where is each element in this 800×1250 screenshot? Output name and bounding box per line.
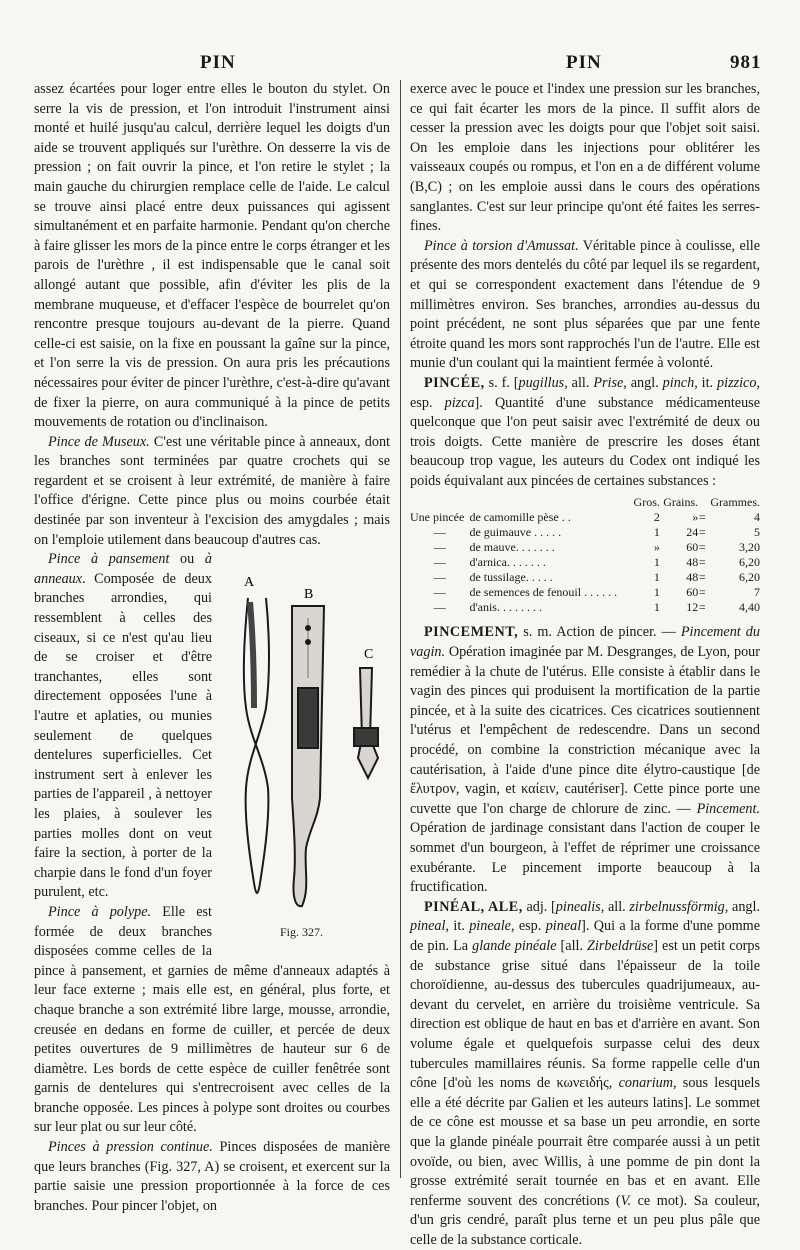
row-item: de tussilage. . . . . bbox=[469, 570, 553, 585]
row-lead: — bbox=[433, 555, 446, 570]
figure-label-b: B bbox=[304, 587, 314, 603]
row-item: de mauve. . . . . . . bbox=[469, 540, 555, 555]
headword-pincee: PINCÉE, bbox=[424, 374, 485, 391]
term-pince-polype: Pince à polype. bbox=[48, 903, 152, 920]
term-anneaux: à anneaux bbox=[34, 551, 212, 587]
table-header-row bbox=[410, 495, 760, 510]
row-grammes: 6,20 bbox=[739, 555, 760, 570]
lang-label: , angl. bbox=[724, 898, 760, 915]
entry-text: [all. bbox=[556, 937, 588, 954]
row-item: d'anis. . . . . . . . bbox=[469, 600, 542, 615]
headword-pincement: PINCEMENT, bbox=[424, 624, 519, 641]
row-grains: 12 bbox=[686, 600, 699, 615]
paragraph-pince-pression bbox=[34, 1138, 390, 1216]
paragraph-text: Elle est formée de deux branches disposées comme celles de la pince à pansement, et garnies de même d'anneaux adaptés à leur face externe ; mais elle est, en général, plus forte, et chaque branche a son extrémité libre large, mousse, arrondie, creusée en dedans en forme de cuiller, et percée de deux petites ouvertures de 9 millimètres de hauteur sur 6 de diamètre. Les bords de cette espèce de cuiller fenêtrée sont garnis de dentelures qui s'entrecroisent avec celles de la branche opposée. Les pinces à polype sont droites ou courbes sur leur plat ou sur leur côté. bbox=[34, 903, 390, 1136]
grammar: adj. [ bbox=[522, 898, 556, 915]
row-grammes: 3,20 bbox=[739, 540, 760, 555]
table-row bbox=[410, 570, 760, 585]
row-item: de semences de fenouil . . . . . . bbox=[469, 585, 618, 600]
grammar: s. f. [ bbox=[484, 374, 519, 391]
term-pince-museux: Pince de Museux. bbox=[48, 433, 150, 450]
row-gros: » bbox=[653, 540, 660, 555]
term-pincement-vagin: Pincement du vagin. bbox=[410, 624, 760, 661]
paragraph-pince-torsion bbox=[410, 237, 760, 374]
lang-label: , all. bbox=[600, 898, 630, 915]
entry-pincement bbox=[410, 623, 760, 897]
row-grains: 60 bbox=[686, 540, 699, 555]
lang-label: , angl. bbox=[623, 374, 663, 391]
term-glande-pineale: glande pinéale bbox=[472, 937, 557, 954]
forceps-illustration bbox=[220, 558, 392, 918]
row-equals: = bbox=[698, 570, 706, 585]
right-column bbox=[410, 80, 760, 1250]
table-row bbox=[410, 510, 760, 525]
table-row bbox=[410, 600, 760, 615]
spanish-term: pineal bbox=[545, 918, 582, 935]
row-item: de guimauve . . . . . bbox=[469, 525, 562, 540]
row-equals: = bbox=[698, 510, 706, 525]
row-equals: = bbox=[698, 555, 706, 570]
lang-label: , esp. bbox=[410, 374, 760, 411]
row-lead: — bbox=[433, 525, 446, 540]
figure-caption: Fig. 327. bbox=[280, 925, 324, 940]
table-row bbox=[410, 525, 760, 540]
entry-pincee bbox=[410, 374, 760, 492]
paragraph-text: Pinces disposées de manière que leurs branches (Fig. 327, A) se croisent, et exercent sur la partie saisie une pression proportionnée à la force de ces branches. Pour pincer l'objet, on bbox=[34, 1139, 391, 1214]
row-item: de camomille pèse . . bbox=[469, 510, 571, 525]
lang-label: , esp. bbox=[510, 918, 546, 935]
paragraph-text: . Composée de deux branches arrondies, qui ressemblent à celles des ciseaux, si ce n'est qu'au lieu de se croiser et d'être tranchantes, elles sont directement opposées l'une à l'autre et aplaties, ou munies seulement de quelques dentelures superficielles. Cet instrument sert à enlever les parties de l'appareil , à nettoyer les plaies, à soulever les parties molles dont on veut faire la section, à porter de la charpie dans le fond d'un foyer purulent, etc. bbox=[34, 570, 212, 901]
italian-term: pineale bbox=[469, 918, 511, 935]
german-term: Zirbeldrüse bbox=[587, 937, 654, 954]
row-equals: = bbox=[698, 585, 706, 600]
headword-pineal: PINÉAL, ALE, bbox=[424, 898, 523, 915]
row-gros: 1 bbox=[653, 555, 660, 570]
page-number: 981 bbox=[730, 52, 762, 73]
row-grammes: 4 bbox=[754, 510, 760, 525]
instrument-b bbox=[292, 606, 324, 906]
row-grains: 48 bbox=[686, 555, 699, 570]
figure-label-a: A bbox=[244, 575, 255, 591]
term-pince-pression: Pinces à pression continue. bbox=[48, 1139, 213, 1156]
english-term: pineal bbox=[410, 918, 446, 935]
row-lead: — bbox=[433, 570, 446, 585]
paragraph-lithotrity-continued: assez écartées pour loger entre elles le bouton du stylet. On serre la vis de pression, et l'on introduit l'instrument ainsi monté et huilé jusqu'au calcul, derrière lequel les doigts d'un aide se trouvent appliqués sur l'urèthre. On desserre la vis de pression ; on fait ouvrir la pince, et l'on retire le stylet ; la main gauche du chirurgien remplace celle de l'aide. Le calcul se trouve ainsi placé entre deux puissances qui agissent simultanément et en parfaite harmonie. Pendant qu'on cherche à faire glisser les mors de la pince entre le corps étranger et les parois de l'urèthre , il est indispensable que le canal soit allongé autant que possible, afin d'éviter les plis de la membrane muqueuse, et d'effacer l'espèce de bourrelet qu'on rencontre presque toujours au-devant de la pierre. Quand celle-ci est saisie, on la fixe en poussant la gaîne sur la pince, et l'on serre la vis de pression. On aura pris les précautions nécessaires pour éviter de pincer l'urèthre, c'est-à-dire qu'avant de fixer la pierre, on aura communiqué à la pince de petits mouvements de rotation ou d'inclinaison. bbox=[34, 81, 390, 431]
row-gros: 2 bbox=[653, 510, 660, 525]
row-equals: = bbox=[698, 525, 706, 540]
latin-term: pugillus bbox=[518, 374, 565, 391]
paragraph-pression-continued: exerce avec le pouce et l'index une pression sur les branches, ce qui fait écarter les mors de la pince. Il suffit alors de cesser la pression avec les doigts pour que l'objet soit saisi. On les emploie dans les injections pour oblitérer les vaisseaux coupés ou rompus, et l'on en a de différent volume (B,C) ; on les emploie aussi dans le cours des opérations sanglantes. C'est sur leur principe qu'ont été faites les serres-fines. bbox=[410, 81, 760, 235]
column-header-grammes: Grammes. bbox=[710, 495, 760, 510]
running-head-left: PIN bbox=[200, 52, 236, 73]
row-grammes: 6,20 bbox=[739, 570, 760, 585]
lang-label: , it. bbox=[694, 374, 718, 391]
italian-term: pizzico bbox=[717, 374, 757, 391]
entry-text: Opération de jardinage consistant dans l'action de couper le sommet d'un bourgeon, à l'effet de réprimer une croissance exubérante. Le pincement importe beaucoup à la fructification. bbox=[410, 820, 760, 896]
row-lead: Une pincée bbox=[410, 510, 465, 525]
entry-text: ]. Qui a la forme d'une pomme de pin. La bbox=[410, 918, 760, 954]
paragraph-text: C'est une véritable pince à anneaux, dont les branches sont terminées par quatre crochets qui se regardent et se croisent à leur extrémité, de manière à faire l'office d'érigne. Cette pince plus ou moins courbée était destinée par son inventeur à l'excision des amygdales ; mais on l'emploie utilement dans beaucoup d'autres cas. bbox=[34, 433, 390, 548]
entry-text: ce mot). Sa couleur, d'un gris cendré, paraît plus terne et un peu plus pâle que celle de la substance corticale. bbox=[410, 1192, 760, 1248]
entry-pineal bbox=[410, 898, 760, 1250]
grammar: s. m. Action de pincer. — bbox=[518, 624, 681, 641]
instrument-c bbox=[354, 668, 378, 778]
row-gros: 1 bbox=[653, 585, 660, 600]
figure-label-c: C bbox=[364, 647, 374, 663]
german-term: zirbelnussförmig bbox=[629, 898, 725, 915]
row-grains: » bbox=[692, 510, 699, 525]
paragraph-pince-museux bbox=[34, 433, 390, 551]
instrument-a bbox=[244, 598, 269, 893]
pincee-weights-table bbox=[410, 495, 760, 615]
row-gros: 1 bbox=[653, 600, 660, 615]
left-column bbox=[34, 80, 390, 1216]
row-equals: = bbox=[698, 600, 706, 615]
row-grains: 60 bbox=[686, 585, 699, 600]
spanish-term: pizca bbox=[444, 394, 475, 411]
paragraph-text: Véritable pince à coulisse, elle présente des mors dentelés du côté par lequel ils se regardent, et qui se correspondent exactement dans l'étendue de 9 millimètres environ. Ses branches, arrondies au-dessus du point précédent, ne sont plus séparées que par une fente étroite quand les mors sont rapprochés l'un de l'autre. Elle est munie d'un coulant qui la maintient fermée à volonté. bbox=[410, 237, 761, 372]
entry-text: , sous lesquels elle a été décrite par Galien et les auteurs latins]. Le sommet de ce cône est mousse et sa base un peu arrondie, en sorte que la glande pinéale pourrait être comparée aussi à un petit ovoïde, ou bien, avec Willis, à une pomme de pin dont la grosse extrémité serait tournée en bas et en avant. Elle renferme souvent des concrétions ( bbox=[410, 1075, 760, 1209]
row-lead: — bbox=[433, 540, 446, 555]
column-header-gros: Gros. bbox=[633, 495, 660, 510]
english-term: pinch bbox=[662, 374, 695, 391]
entry-text: Opération imaginée par M. Desgranges, de Lyon, pour remédier à la chute de l'utérus. Elle consiste à établir dans le vagin des pinces qui produisent la mortification de la partie pincée, et à la suite des cicatrices. Ces cicatrices soutiennent l'utérus et l'empêchent de redescendre. Dans un second procédé, on combine la constriction mécanique avec la cautérisation, à l'aide d'une pince dite élytro-caustique [de ἔλυτρον, vagin, et καίειν, cautériser]. Cette pince porte une cuvette que l'on charge de chlorure de zinc. — bbox=[410, 644, 760, 817]
row-lead: — bbox=[433, 600, 446, 615]
column-rule bbox=[400, 80, 401, 1178]
lang-label: , all. bbox=[564, 374, 594, 391]
german-term: Prise bbox=[593, 374, 624, 391]
row-gros: 1 bbox=[653, 525, 660, 540]
lang-label: , it. bbox=[445, 918, 470, 935]
figure-327 bbox=[220, 558, 392, 938]
term-pincement: Pincement. bbox=[696, 800, 760, 817]
row-item: d'arnica. . . . . . . bbox=[469, 555, 546, 570]
see-reference: V. bbox=[620, 1192, 632, 1209]
running-head-center: PIN bbox=[566, 52, 602, 73]
entry-text: ] est un petit corps de substance grise situé dans l'épaisseur de la toile choroïdienne, au-dessus des tubercules quadrijumeaux, au-devant du cervelet, en arrière du troisième ventricule. Sa direction est oblique de haut en bas et d'arrière en avant. Son volume égale et quelquefois surpasse celui des deux tubercules mamillaires réunis. Sa forme rappelle celle d'un cône [d'où les noms de κωνειδής, bbox=[410, 937, 761, 1092]
row-lead: — bbox=[433, 585, 446, 600]
term-pince-torsion: Pince à torsion d'Amussat. bbox=[424, 237, 579, 254]
row-grains: 24 bbox=[686, 525, 699, 540]
term-pince-pansement: Pince à pansement bbox=[48, 551, 170, 568]
row-grammes: 5 bbox=[754, 525, 760, 540]
latin-term: pinealis bbox=[555, 898, 601, 915]
row-grammes: 4,40 bbox=[739, 600, 760, 615]
table-row bbox=[410, 585, 760, 600]
row-grammes: 7 bbox=[754, 585, 760, 600]
table-row bbox=[410, 540, 760, 555]
table-row bbox=[410, 555, 760, 570]
entry-text: ]. Quantité d'une substance médicamenteuse quelconque que l'on peut saisir avec l'extrémité de deux ou trois doigts. Cette manière de prescrire les doses étant beaucoup trop vague, les auteurs du Codex ont indiqué les poids équivalant aux pincées de certaines substances : bbox=[410, 394, 760, 489]
row-gros: 1 bbox=[653, 570, 660, 585]
row-grains: 48 bbox=[686, 570, 699, 585]
conjunction: ou bbox=[169, 551, 205, 568]
row-equals: = bbox=[698, 540, 706, 555]
column-header-grains: Grains. bbox=[663, 495, 699, 510]
term-conarium: conarium bbox=[618, 1075, 673, 1092]
